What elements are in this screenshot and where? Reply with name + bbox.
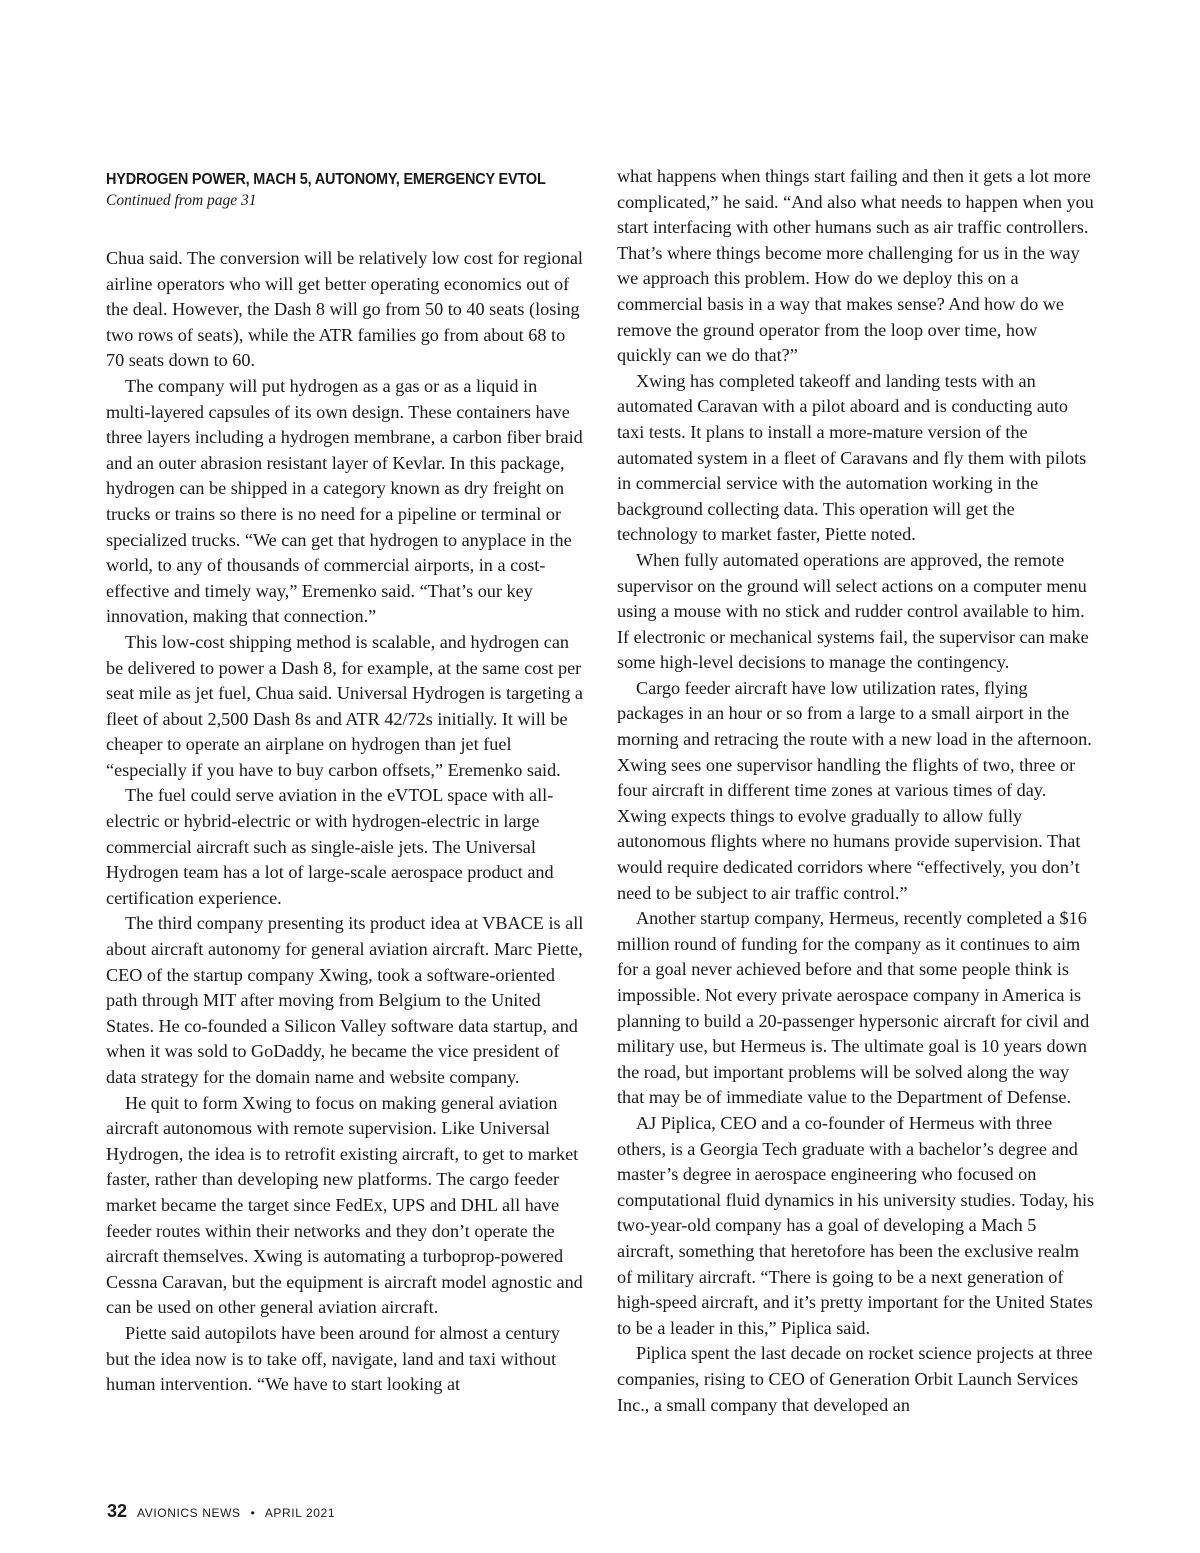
magazine-name: AVIONICS NEWS <box>137 1506 241 1520</box>
paragraph: The company will put hydrogen as a gas or as a liquid in multi-layered capsules of its own design. These containers have three layers including a hydrogen membrane, a carbon fiber braid and an outer abrasion resistant layer of Kevlar. In this package, hydrogen can be shipped in a category known as dry freight on trucks or trains so there is no need for a pipeline or terminal or specialized trucks. “We can get that hydrogen to anyplace in the world, to any of thousands of commercial airports, in a cost-effective and timely way,” Eremenko said. “That’s our key innovation, making that connection.” <box>106 375 583 627</box>
paragraph: Chua said. The conversion will be relatively low cost for regional airline operators who will get better operating economics out of the deal. However, the Dash 8 will go from 50 to 40 seats (losing two rows of seats), while the ATR families go from about 68 to 70 seats down to 60. <box>106 248 583 371</box>
continued-from-note: Continued from page 31 <box>106 192 257 209</box>
page-footer <box>107 1501 335 1522</box>
paragraph: When fully automated operations are approved, the remote supervisor on the ground will select actions on a computer menu using a mouse with no stick and rudder control available to him. If electronic or mechanical systems fail, the supervisor can make some high-level decisions to manage the contingency. <box>617 549 1089 673</box>
article-headline: HYDROGEN POWER, MACH 5, AUTONOMY, EMERGENCY EVTOL <box>106 171 546 188</box>
footer-separator: • <box>250 1506 255 1520</box>
paragraph: Xwing has completed takeoff and landing tests with an automated Caravan with a pilot aboard and is conducting auto taxi tests. It plans to install a more-mature version of the automated system in a fleet of Caravans and fly them with pilots in commercial service with the automation working in the background collecting data. This operation will get the technology to market faster, Piette noted. <box>617 370 1087 545</box>
left-column-body <box>106 246 584 1398</box>
page-number: 32 <box>107 1501 128 1521</box>
left-column <box>106 170 584 1398</box>
paragraph: Another startup company, Hermeus, recently completed a $16 million round of funding for the company as it continues to aim for a goal never achieved before and that some people think is impossible. Not every private aerospace company in America is planning to build a 20-passenger hypersonic aircraft for civil and military use, but Hermeus is. The ultimate goal is 10 years down the road, but important problems will be solved along the way that may be of immediate value to the Department of Defense. <box>617 908 1090 1108</box>
paragraph: Piplica spent the last decade on rocket science projects at three companies, rising to CEO of Generation Orbit Launch Services Inc., a small company that developed an <box>617 1343 1093 1415</box>
right-column <box>617 164 1095 1418</box>
paragraph: The fuel could serve aviation in the eVTOL space with all-electric or hybrid-electric or with hydrogen-electric in large commercial aircraft such as single-aisle jets. The Universal Hydrogen team has a lot of large-scale aerospace product and certification experience. <box>106 785 554 908</box>
paragraph: AJ Piplica, CEO and a co-founder of Hermeus with three others, is a Georgia Tech graduate with a bachelor’s degree and master’s degree in aerospace engineering who focused on computational fluid dynamics in his university studies. Today, his two-year-old company has a goal of developing a Mach 5 aircraft, something that heretofore has been the exclusive realm of military aircraft. “There is going to be a next generation of high-speed aircraft, and it’s pretty important for the United States to be a leader in this,” Piplica said. <box>617 1112 1095 1338</box>
paragraph: what happens when things start failing and then it gets a lot more complicated,” he said. “And also what needs to happen when you start interfacing with other humans such as air traffic controllers. That’s where things become more challenging for us in the way we approach this problem. How do we deploy this on a commercial basis in a way that makes sense? And how do we remove the ground operator from the loop over time, how quickly can we do that?” <box>617 166 1094 366</box>
paragraph: Cargo feeder aircraft have low utilization rates, flying packages in an hour or so from a large to a small airport in the morning and retracing the route with a new load in the afternoon. Xwing sees one supervisor handling the flights of two, three or four aircraft in different time zones at various times of day. Xwing expects things to evolve gradually to allow fully autonomous flights where no humans provide supervision. That would require dedicated corridors where “effectively, you don’t need to be subject to air traffic control.” <box>617 677 1092 903</box>
paragraph: The third company presenting its product idea at VBACE is all about aircraft autonomy for general aviation aircraft. Marc Piette, CEO of the startup company Xwing, took a software-oriented path through MIT after moving from Belgium to the United States. He co-founded a Silicon Valley software data startup, and when it was sold to GoDaddy, he became the vice president of data strategy for the domain name and website company. <box>106 913 584 1087</box>
paragraph: He quit to form Xwing to focus on making general aviation aircraft autonomous with remote supervision. Like Universal Hydrogen, the idea is to retrofit existing aircraft, to get to market faster, rather than developing new platforms. The cargo feeder market became the target since FedEx, UPS and DHL all have feeder routes within their networks and they don’t operate the aircraft themselves. Xwing is automating a turboprop-powered Cessna Caravan, but the equipment is aircraft model agnostic and can be used on other general aviation aircraft. <box>106 1092 583 1318</box>
paragraph: This low-cost shipping method is scalable, and hydrogen can be delivered to power a Dash 8, for example, at the same cost per seat mile as jet fuel, Chua said. Universal Hydrogen is targeting a fleet of about 2,500 Dash 8s and ATR 42/72s initially. It will be cheaper to operate an airplane on hydrogen than jet fuel “especially if you have to buy carbon offsets,” Eremenko said. <box>106 631 583 780</box>
paragraph: Piette said autopilots have been around for almost a century but the idea now is to take off, navigate, land and taxi without human intervention. “We have to start looking at <box>106 1322 560 1395</box>
issue-date: APRIL 2021 <box>264 1506 336 1520</box>
